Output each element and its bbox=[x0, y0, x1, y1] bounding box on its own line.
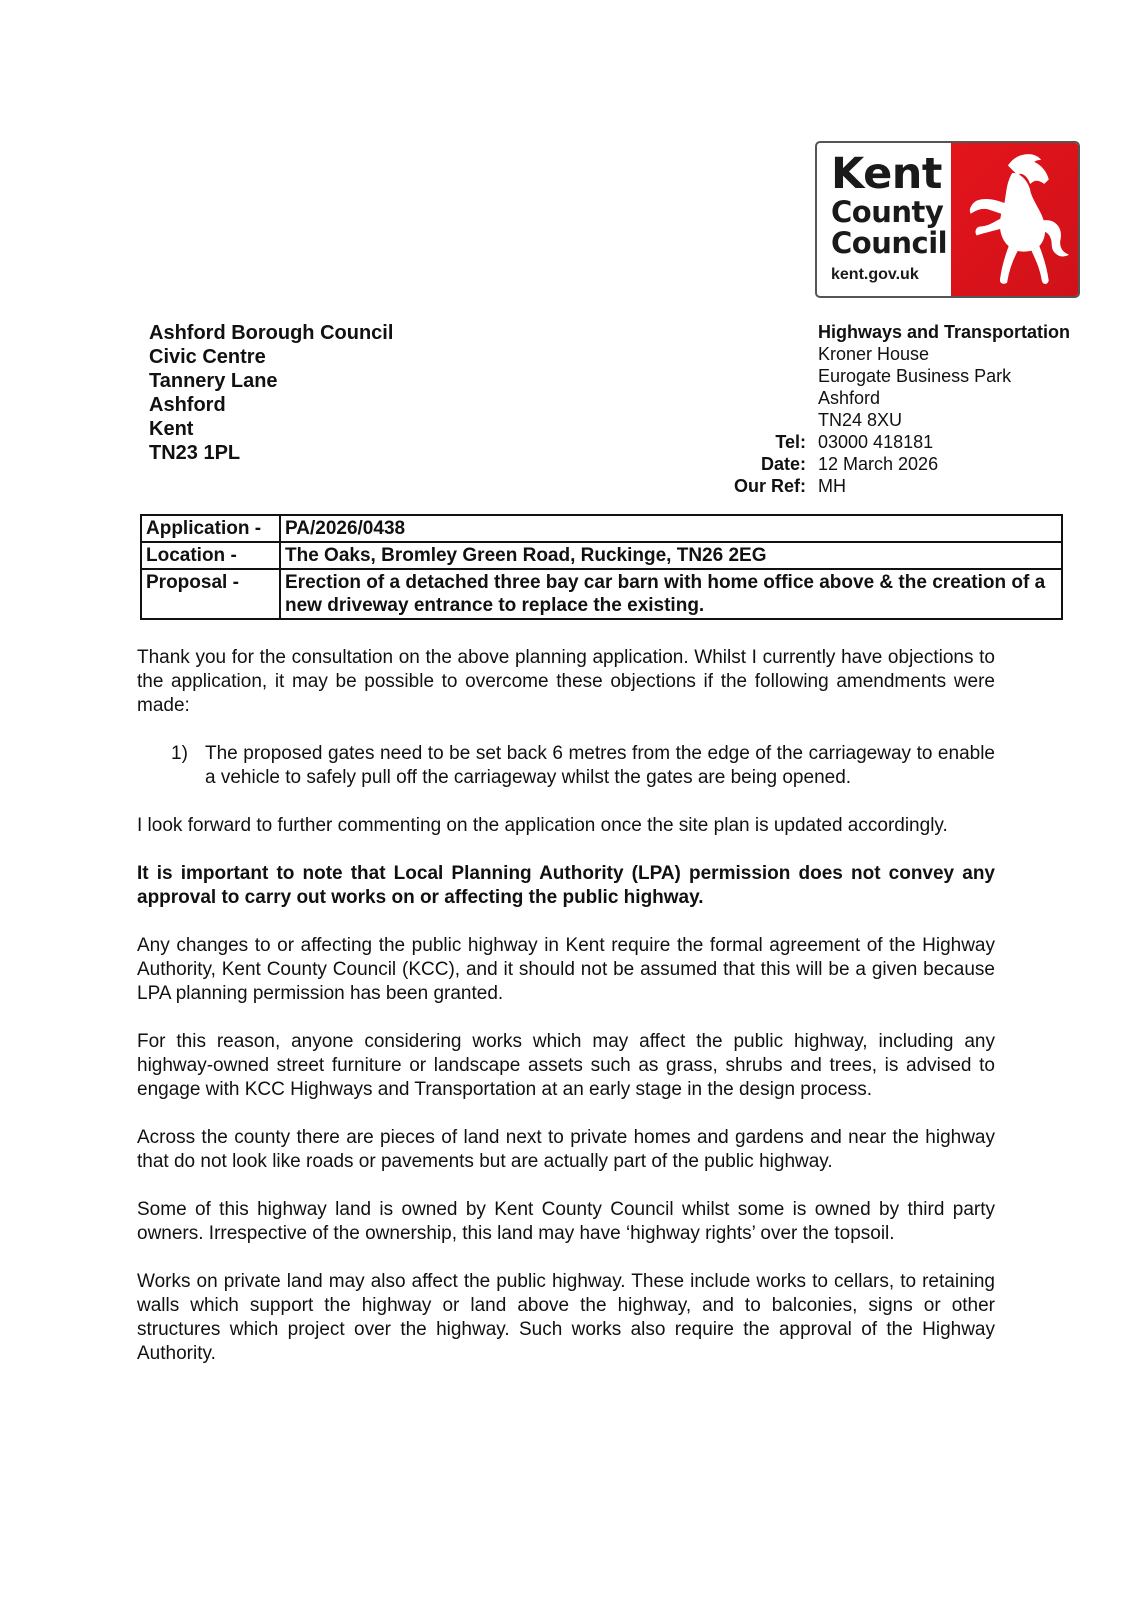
paragraph: I look forward to further commenting on the application once the site plan is updated accordingly. bbox=[137, 815, 948, 836]
ref-value: MH bbox=[818, 476, 846, 496]
logo-word-county: County bbox=[831, 195, 944, 229]
letter-body bbox=[137, 646, 995, 1390]
tel-label: Tel: bbox=[775, 432, 806, 452]
logo-word-kent: Kent bbox=[831, 149, 942, 199]
proposal-row bbox=[141, 569, 1062, 619]
application-value: PA/2026/0438 bbox=[280, 515, 1062, 542]
recipient-line: Tannery Lane bbox=[149, 370, 278, 392]
sender-line: Ashford bbox=[818, 388, 881, 408]
meta-ref bbox=[700, 475, 938, 497]
location-value: The Oaks, Bromley Green Road, Ruckinge, TN26 2EG bbox=[280, 542, 1062, 569]
logo-url: kent.gov.uk bbox=[831, 266, 919, 283]
meta-tel bbox=[700, 431, 938, 453]
recipient-line: Civic Centre bbox=[149, 346, 266, 368]
horse-icon bbox=[951, 143, 1078, 296]
list-number: 1) bbox=[171, 743, 188, 764]
paragraph: Thank you for the consultation on the above planning application. Whilst I currently have objections to the application, it may be possible to overcome these objections if the following amendments were made: bbox=[137, 647, 995, 716]
date-value: 12 March 2026 bbox=[818, 454, 939, 474]
location-label: Location - bbox=[141, 542, 280, 569]
paragraph: Works on private land may also affect the public highway. These include works to cellars, to retaining walls which support the highway or land above the highway, and to balconies, signs or other structures which project over the highway. Such works also require the approval of the Highway Authority. bbox=[137, 1271, 995, 1364]
paragraph: Across the county there are pieces of land next to private homes and gardens and near the highway that do not look like roads or pavements but are actually part of the public highway. bbox=[137, 1127, 995, 1172]
application-row bbox=[141, 515, 1062, 542]
application-table bbox=[140, 514, 1063, 620]
list-text: The proposed gates need to be set back 6 metres from the edge of the carriageway to enable a vehicle to safely pull off the carriageway whilst the gates are being opened. bbox=[205, 743, 995, 788]
list-item bbox=[171, 742, 995, 790]
important-note: It is important to note that Local Planning Authority (LPA) permission does not convey any approval to carry out works on or affecting the public highway. bbox=[137, 863, 995, 908]
sender-line: Kroner House bbox=[818, 344, 930, 364]
logo-word-council: Council bbox=[831, 226, 948, 260]
tel-value: 03000 418181 bbox=[818, 432, 934, 452]
location-row bbox=[141, 542, 1062, 569]
sender-line: Eurogate Business Park bbox=[818, 366, 1012, 386]
recipient-line: Ashford Borough Council bbox=[149, 322, 394, 344]
paragraph: Some of this highway land is owned by Kent County Council whilst some is owned by third party owners. Irrespective of the ownership, this land may have ‘highway rights’ over the topsoil. bbox=[137, 1199, 995, 1244]
logo-wordmark bbox=[817, 143, 951, 296]
recipient-line: TN23 1PL bbox=[149, 442, 241, 464]
letter-meta bbox=[700, 431, 938, 497]
sender-address bbox=[818, 321, 1070, 431]
paragraph: Any changes to or affecting the public highway in Kent require the formal agreement of the Highway Authority, Kent County Council (KCC), and it should not be assumed that this will be a given because LPA planning permission has been granted. bbox=[137, 935, 995, 1004]
date-label: Date: bbox=[760, 454, 806, 474]
recipient-line: Ashford bbox=[149, 394, 226, 416]
sender-department: Highways and Transportation bbox=[818, 322, 1071, 342]
meta-date bbox=[700, 453, 938, 475]
proposal-value: Erection of a detached three bay car barn with home office above & the creation of a new driveway entrance to replace the existing. bbox=[280, 569, 1062, 619]
recipient-line: Kent bbox=[149, 418, 194, 440]
proposal-label: Proposal - bbox=[141, 569, 280, 619]
sender-line: TN24 8XU bbox=[818, 410, 903, 430]
kcc-logo bbox=[815, 141, 1080, 298]
application-label: Application - bbox=[141, 515, 280, 542]
paragraph: For this reason, anyone considering works which may affect the public highway, including any highway-owned street furniture or landscape assets such as grass, shrubs and trees, is advised to engage with KCC Highways and Transportation at an early stage in the design process. bbox=[137, 1031, 995, 1100]
recipient-address bbox=[149, 321, 393, 465]
ref-label: Our Ref: bbox=[734, 476, 806, 496]
logo-red-panel bbox=[951, 143, 1078, 296]
